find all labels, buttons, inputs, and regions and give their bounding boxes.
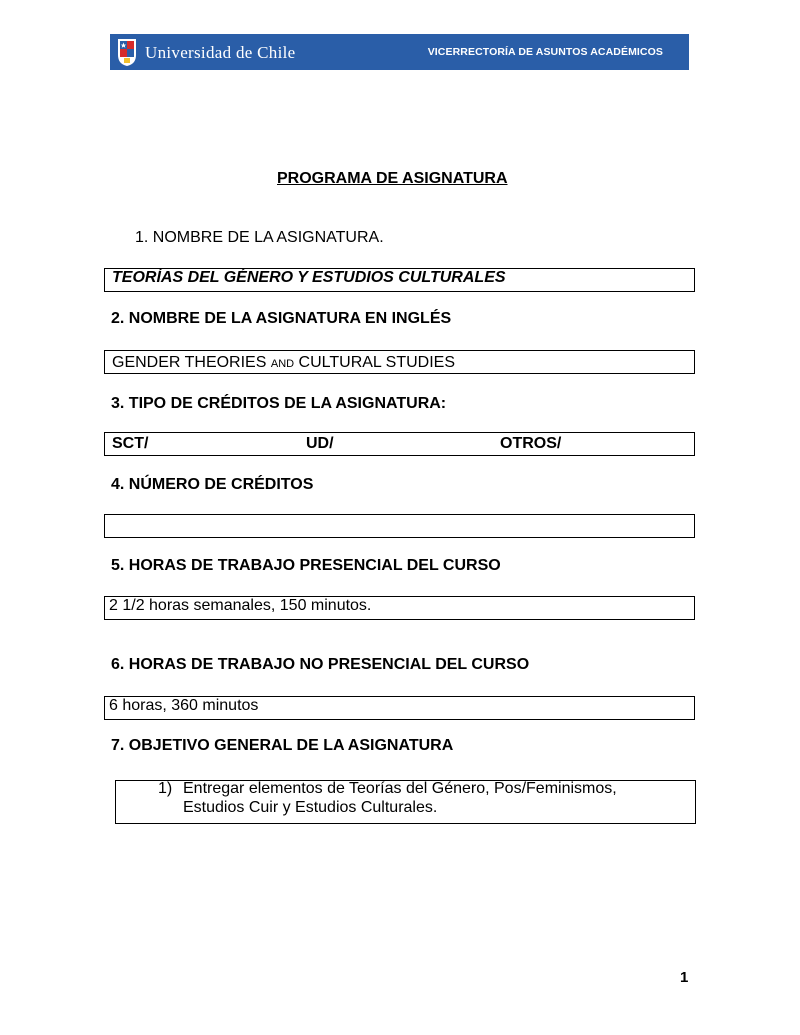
course-name-english-part3: CULTURAL STUDIES <box>298 354 456 371</box>
section-2-box <box>104 350 695 374</box>
credit-type-sct: SCT/ <box>112 435 149 452</box>
section-6-heading: 6. HORAS DE TRABAJO NO PRESENCIAL DEL CURSO <box>111 656 530 673</box>
page-number: 1 <box>680 969 689 986</box>
course-name-english <box>112 354 455 372</box>
header-banner <box>110 34 689 70</box>
section-4-box <box>104 514 695 538</box>
section-3-box <box>104 432 695 456</box>
section-7-box <box>115 780 696 824</box>
section-5-heading: 5. HORAS DE TRABAJO PRESENCIAL DEL CURSO <box>111 557 501 574</box>
credit-type-otros: OTROS/ <box>500 435 562 452</box>
university-crest-icon <box>116 37 138 67</box>
objective-item-number: 1) <box>158 780 173 797</box>
section-3-heading: 3. TIPO DE CRÉDITOS DE LA ASIGNATURA: <box>111 395 447 412</box>
course-name: TEORÍAS DEL GÉNERO Y ESTUDIOS CULTURALES <box>112 269 506 286</box>
course-name-english-and: AND <box>270 358 295 370</box>
section-2-heading: 2. NOMBRE DE LA ASIGNATURA EN INGLÉS <box>111 310 452 327</box>
section-1-heading <box>135 229 384 247</box>
document-title: PROGRAMA DE ASIGNATURA <box>277 170 508 187</box>
section-1-box <box>104 268 695 292</box>
objective-line-1: Entregar elementos de Teorías del Género, Pos/Feminismos, <box>183 780 617 797</box>
section-4-heading: 4. NÚMERO DE CRÉDITOS <box>111 476 314 493</box>
vicerrectoria-label: VICERRECTORÍA DE ASUNTOS ACADÉMICOS <box>427 46 663 58</box>
credit-type-ud: UD/ <box>306 435 334 452</box>
objective-line-2: Estudios Cuir y Estudios Culturales. <box>183 799 438 816</box>
contact-hours: 2 1/2 horas semanales, 150 minutos. <box>109 597 372 614</box>
section-6-box <box>104 696 695 720</box>
section-5-box <box>104 596 695 620</box>
university-name: Universidad de Chile <box>145 43 296 62</box>
non-contact-hours: 6 horas, 360 minutos <box>109 697 259 714</box>
course-name-english-part1: GENDER THEORIES <box>112 354 267 371</box>
section-7-heading: 7. OBJETIVO GENERAL DE LA ASIGNATURA <box>111 737 454 754</box>
section-1-heading-text: 1. NOMBRE DE LA ASIGNATURA. <box>135 229 384 246</box>
